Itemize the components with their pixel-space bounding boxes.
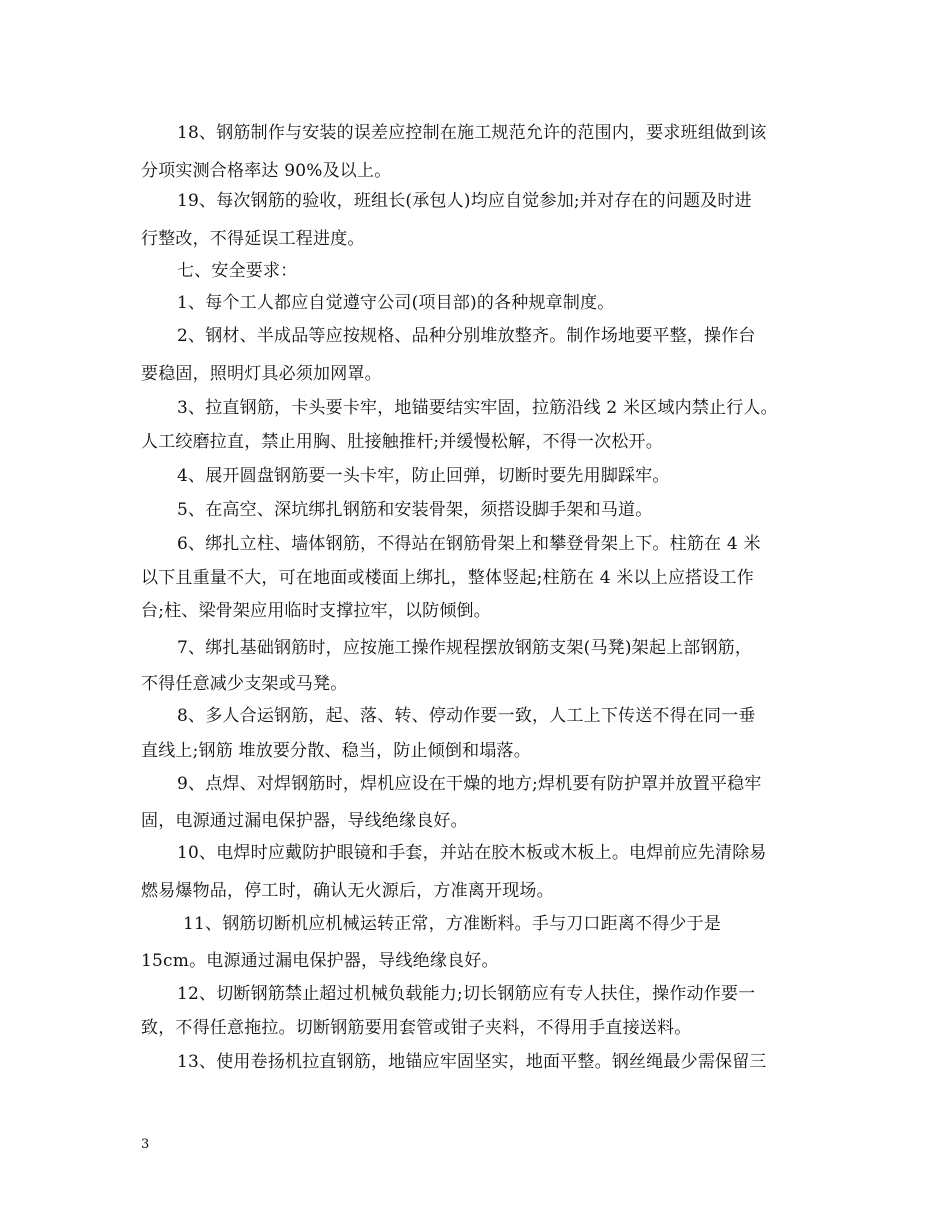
- text-line: 19、每次钢筋的验收，班组长(承包人)均应自觉参加;并对存在的问题及时进: [177, 191, 752, 211]
- page-number: 3: [141, 1137, 150, 1152]
- text-line: 3、拉直钢筋，卡头要卡牢，地锚要结实牢固，拉筋沿线 2 米区域内禁止行人。: [177, 398, 778, 418]
- text-line: 15cm。电源通过漏电保护器，导线绝缘良好。: [141, 951, 499, 971]
- text-line: 以下且重量不大，可在地面或楼面上绑扎，整体竖起;柱筋在 4 米以上应搭设工作: [141, 568, 754, 588]
- text-line: 要稳固，照明灯具必须加网罩。: [141, 364, 382, 384]
- text-line: 12、切断钢筋禁止超过机械负载能力;切长钢筋应有专人扶住，操作动作要一: [177, 984, 756, 1004]
- section-heading: 七、安全要求：: [177, 261, 298, 281]
- text-line: 1、每个工人都应自觉遵守公司(项目部)的各种规章制度。: [177, 293, 615, 313]
- text-line: 不得任意减少支架或马凳。: [141, 674, 348, 694]
- text-line: 18、钢筋制作与安装的误差应控制在施工规范允许的范围内，要求班组做到该: [177, 123, 767, 143]
- text-line: 致，不得任意拖拉。切断钢筋要用套管或钳子夹料，不得用手直接送料。: [141, 1018, 692, 1038]
- text-line: 8、多人合运钢筋，起、落、转、停动作要一致，人工上下传送不得在同一垂: [177, 706, 756, 726]
- text-line: 台;柱、梁骨架应用临时支撑拉牢，以防倾倒。: [141, 601, 491, 621]
- text-line: 7、绑扎基础钢筋时，应按施工操作规程摆放钢筋支架(马凳)架起上部钢筋，: [177, 638, 753, 658]
- text-line: 6、绑扎立柱、墙体钢筋，不得站在钢筋骨架上和攀登骨架上下。柱筋在 4 米: [177, 534, 761, 554]
- text-line: 固，电源通过漏电保护器，导线绝缘良好。: [141, 811, 468, 831]
- text-line: 2、钢材、半成品等应按规格、品种分别堆放整齐。制作场地要平整，操作台: [177, 326, 756, 346]
- text-line: 燃易爆物品，停工时，确认无火源后，方准离开现场。: [141, 881, 554, 901]
- text-line: 9、点焊、对焊钢筋时，焊机应设在干燥的地方;焊机要有防护罩并放置平稳牢: [177, 774, 762, 794]
- text-line: 4、展开圆盘钢筋要一头卡牢，防止回弹，切断时要先用脚踩牢。: [177, 466, 670, 486]
- text-line: 行整改，不得延误工程进度。: [141, 229, 365, 249]
- text-line: 5、在高空、深坑绑扎钢筋和安装骨架，须搭设脚手架和马道。: [177, 500, 653, 520]
- text-line: 13、使用卷扬机拉直钢筋，地锚应牢固坚实，地面平整。钢丝绳最少需保留三: [177, 1052, 767, 1072]
- text-line: 11、钢筋切断机应机械运转正常，方准断料。手与刀口距离不得少于是: [183, 914, 722, 934]
- text-line: 直线上;钢筋 堆放要分散、稳当，防止倾倒和塌落。: [141, 741, 531, 761]
- text-line: 10、电焊时应戴防护眼镜和手套，并站在胶木板或木板上。电焊前应先清除易: [177, 843, 767, 863]
- text-line: 人工绞磨拉直，禁止用胸、肚接触推杆;并缓慢松解，不得一次松开。: [141, 432, 663, 452]
- text-line: 分项实测合格率达 90%及以上。: [141, 161, 392, 181]
